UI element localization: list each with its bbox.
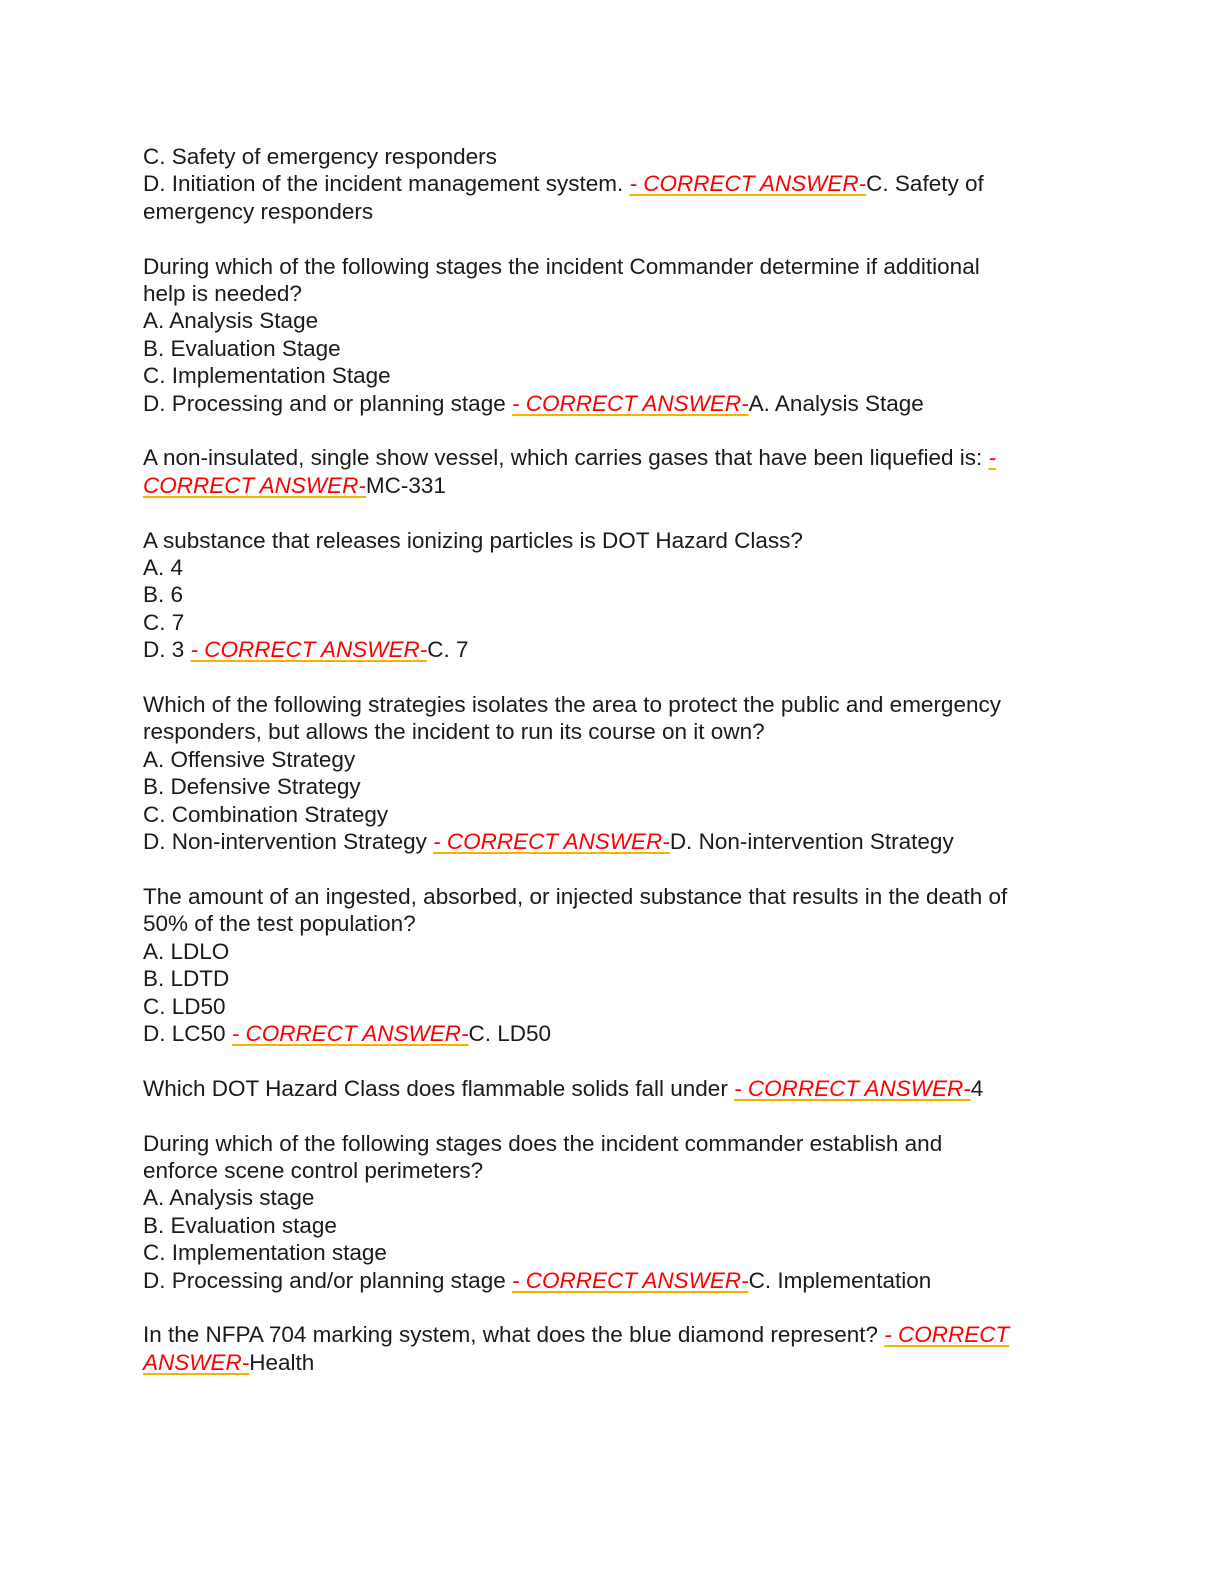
question-text-continued: 50% of the test population?	[143, 911, 416, 937]
question-block-1	[143, 143, 1083, 225]
option-d-text: D. 3	[143, 637, 191, 663]
option-d	[143, 390, 1083, 417]
correct-answer-marker: - CORRECT ANSWER-	[629, 171, 867, 197]
correct-answer-marker-part1: -	[988, 445, 996, 471]
question-block-7	[143, 1075, 1083, 1102]
option-c: C. Implementation Stage	[143, 363, 391, 389]
option-a: A. 4	[143, 555, 184, 581]
option-d	[143, 1267, 1083, 1294]
question-block-2	[143, 253, 1083, 417]
option-d-text: D. Initiation of the incident management system.	[143, 171, 630, 197]
option-b: B. Evaluation stage	[143, 1212, 337, 1238]
question-block-5	[143, 691, 1083, 855]
answer-text: C. Implementation	[748, 1267, 932, 1293]
correct-answer-marker: - CORRECT ANSWER-	[734, 1075, 971, 1101]
option-c: C. Implementation stage	[143, 1240, 387, 1266]
option-a: A. LDLO	[143, 938, 230, 964]
option-c: C. LD50	[143, 993, 226, 1019]
option-c: C. Combination Strategy	[143, 801, 389, 827]
correct-answer-marker-part2: ANSWER-	[143, 1349, 250, 1375]
answer-text: C. 7	[427, 637, 469, 663]
option-d	[143, 636, 1083, 663]
correct-answer-marker-part1: - CORRECT	[884, 1322, 1010, 1348]
correct-answer-marker: - CORRECT ANSWER-	[231, 1020, 469, 1046]
option-b: B. Defensive Strategy	[143, 774, 361, 800]
question-block-9	[143, 1321, 1083, 1376]
answer-line	[143, 472, 1083, 499]
question-text-main: Which DOT Hazard Class does flammable solids fall under	[143, 1075, 735, 1101]
question-text	[143, 444, 1083, 471]
question-text	[143, 1075, 1083, 1102]
answer-text: Health	[249, 1349, 315, 1375]
option-a: A. Analysis Stage	[143, 308, 319, 334]
question-text-continued: help is needed?	[143, 281, 302, 307]
question-text: During which of the following stages does the incident commander establish and	[143, 1130, 943, 1156]
option-d	[143, 1020, 1083, 1047]
option-c: C. 7	[143, 609, 185, 635]
question-block-4	[143, 527, 1083, 664]
option-b: B. Evaluation Stage	[143, 335, 341, 361]
option-c: C. Safety of emergency responders	[143, 144, 497, 169]
correct-answer-marker: - CORRECT ANSWER-	[511, 1267, 749, 1293]
option-d-text: D. Processing and/or planning stage	[143, 1267, 512, 1293]
question-text: During which of the following stages the incident Commander determine if additional	[143, 253, 980, 279]
correct-answer-marker: - CORRECT ANSWER-	[433, 829, 670, 855]
answer-text: C. Safety of	[866, 171, 984, 197]
answer-text-continued: emergency responders	[143, 198, 374, 224]
correct-answer-marker: - CORRECT ANSWER-	[190, 637, 428, 663]
question-text-main: A non-insulated, single show vessel, which carries gases that have been liquefied is:	[143, 445, 989, 471]
correct-answer-marker-part2: CORRECT ANSWER-	[143, 472, 366, 498]
answer-text: D. Non-intervention Strategy	[669, 829, 954, 855]
question-text	[143, 1321, 1083, 1348]
option-b: B. LDTD	[143, 966, 230, 992]
question-text-main: In the NFPA 704 marking system, what does the blue diamond represent?	[143, 1322, 885, 1348]
option-a: A. Analysis stage	[143, 1185, 315, 1211]
question-text: Which of the following strategies isolates the area to protect the public and emergency	[143, 692, 1001, 718]
answer-text: C. LD50	[468, 1020, 552, 1046]
question-text: A substance that releases ionizing particles is DOT Hazard Class?	[143, 527, 803, 553]
option-d-text: D. Processing and or planning stage	[143, 390, 512, 416]
question-text: The amount of an ingested, absorbed, or injected substance that results in the death of	[143, 883, 1008, 909]
option-d	[143, 170, 1083, 197]
answer-text: MC-331	[365, 472, 446, 498]
answer-text: 4	[970, 1075, 984, 1101]
question-text-continued: responders, but allows the incident to run its course on it own?	[143, 719, 765, 745]
option-b: B. 6	[143, 582, 184, 608]
correct-answer-marker: - CORRECT ANSWER-	[511, 390, 749, 416]
option-d-text: D. LC50	[143, 1020, 232, 1046]
document-page	[143, 143, 1083, 1404]
question-block-6	[143, 883, 1083, 1047]
answer-line	[143, 1349, 1083, 1376]
question-block-8	[143, 1130, 1083, 1294]
question-block-3	[143, 444, 1083, 499]
option-d-text: D. Non-intervention Strategy	[143, 829, 434, 855]
option-a: A. Offensive Strategy	[143, 746, 356, 772]
answer-text: A. Analysis Stage	[748, 390, 924, 416]
option-d	[143, 828, 1083, 855]
question-text-continued: enforce scene control perimeters?	[143, 1157, 484, 1183]
